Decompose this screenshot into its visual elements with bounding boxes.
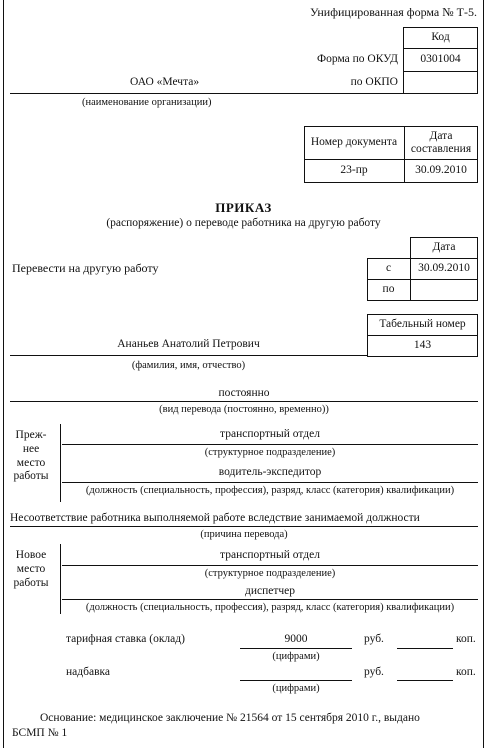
previous-department: транспортный отдел [220, 428, 320, 440]
employee-name-caption: (фамилия, имя, отчество) [131, 360, 246, 371]
document-date-header: Дата составления [410, 129, 472, 155]
employee-name: Ананьев Анатолий Петрович [117, 338, 260, 350]
new-position-caption: (должность (специальность, профессия), разряд, класс (категория) квалификации) [85, 602, 455, 613]
personnel-number: 143 [413, 339, 432, 352]
transfer-to-date [410, 279, 478, 301]
rate-digits-caption: (цифрами) [272, 651, 320, 662]
okud-label: Форма по ОКУД [317, 53, 398, 65]
transfer-from-date: 30.09.2010 [418, 261, 470, 274]
code-header: Код [431, 30, 450, 43]
new-department-caption: (структурное подразделение) [204, 568, 336, 579]
transfer-type-caption: (вид перевода (постоянно, временно)) [159, 404, 329, 415]
transfer-type: постоянно [218, 387, 270, 399]
page-border-right [483, 0, 484, 748]
document-date: 30.09.2010 [415, 164, 467, 177]
document-number: 23-пр [340, 164, 368, 177]
page-border-left [3, 0, 4, 748]
basis-line-2: БСМП № 1 [12, 727, 68, 739]
rate-value: 9000 [284, 633, 308, 645]
organization-caption: (наименование организации) [82, 97, 212, 108]
organization-name: ОАО «Мечта» [130, 76, 200, 88]
transfer-date-header: Дата [432, 240, 456, 253]
previous-position-caption: (должность (специальность, профессия), разряд, класс (категория) квалификации) [85, 485, 455, 496]
okpo-label: по ОКПО [350, 76, 398, 88]
rate-kop-label: коп. [456, 633, 476, 645]
bonus-kop-label: коп. [456, 666, 476, 678]
rate-label: тарифная ставка (оклад) [66, 633, 185, 645]
transfer-to-label: по [382, 283, 395, 296]
new-department: транспортный отдел [220, 549, 320, 561]
basis-line-1: Основание: медицинское заключение № 21564 от 15 сентября 2010 г., выдано [40, 712, 420, 724]
personnel-number-header: Табельный номер [379, 317, 466, 330]
new-position: диспетчер [244, 585, 296, 597]
bonus-digits-caption: (цифрами) [272, 683, 320, 694]
new-place-label: Новое место работы [13, 549, 49, 589]
previous-place-label: Преж- нее место работы [13, 429, 49, 483]
organization-line [10, 93, 403, 94]
okud-value: 0301004 [420, 52, 461, 65]
rate-rub-label: руб. [364, 633, 384, 645]
document-title: ПРИКАЗ [215, 200, 272, 215]
document-number-header: Номер документа [310, 136, 398, 149]
transfer-from-label: с [385, 261, 392, 274]
bonus-label: надбавка [66, 666, 111, 678]
okpo-value [403, 71, 478, 94]
transfer-reason: Несоответствие работника выполняемой работе вследствие занимаемой должности [10, 512, 420, 524]
transfer-label: Перевести на другую работу [12, 261, 159, 275]
document-subtitle: (распоряжение) о переводе работника на другую работу [106, 217, 381, 229]
bonus-rub-label: руб. [364, 666, 384, 678]
form-header: Унифицированная форма № Т-5. [309, 5, 477, 19]
transfer-reason-caption: (причина перевода) [200, 529, 288, 540]
previous-position: водитель-экспедитор [218, 466, 322, 478]
previous-department-caption: (структурное подразделение) [204, 447, 336, 458]
